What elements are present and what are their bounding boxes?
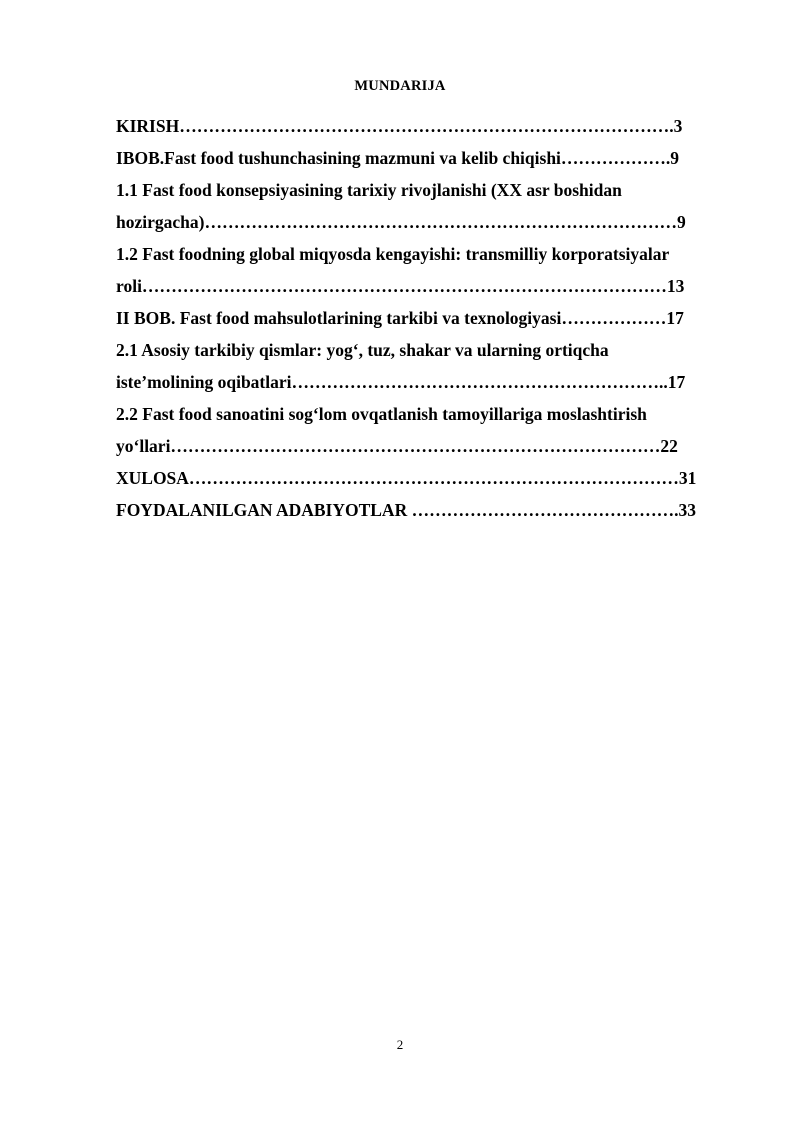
toc-entry-1-2-continued[interactable]: roli………………………………………………………………………………13 bbox=[116, 276, 685, 296]
toc-entry-2-2[interactable]: 2.2 Fast food sanoatini sog‘lom ovqatlanish tamoyillariga moslashtirish bbox=[116, 404, 647, 424]
toc-entry-1-1[interactable]: 1.1 Fast food konsepsiyasining tarixiy rivojlanishi (XX asr boshidan bbox=[116, 180, 622, 200]
toc-entry-chapter-1[interactable]: IBOB.Fast food tushunchasining mazmuni va kelib chiqishi……………….9 bbox=[116, 148, 680, 168]
toc-entry-2-2-continued[interactable]: yo‘llari…………………………………………………………………………22 bbox=[116, 436, 678, 456]
toc-entry-adabiyotlar[interactable]: FOYDALANILGAN ADABIYOTLAR ……………………………………….33 bbox=[116, 500, 696, 520]
toc-entry-2-1[interactable]: 2.1 Asosiy tarkibiy qismlar: yog‘, tuz, shakar va ularning ortiqcha bbox=[116, 340, 609, 360]
toc-entry-xulosa[interactable]: XULOSA…………………………………………………………………………31 bbox=[116, 468, 697, 488]
table-of-contents bbox=[116, 113, 736, 529]
toc-entry-kirish[interactable]: KIRISH………………………………………………………………………….3 bbox=[116, 116, 683, 136]
toc-entry-1-1-continued[interactable]: hozirgacha)………………………………………………………………………9 bbox=[116, 212, 686, 232]
toc-entry-1-2[interactable]: 1.2 Fast foodning global miqyosda kengayishi: transmilliy korporatsiyalar bbox=[116, 244, 670, 264]
page-number: 2 bbox=[396, 1037, 404, 1052]
toc-entry-2-1-continued[interactable]: iste’molining oqibatlari………………………………………………………..17 bbox=[116, 372, 686, 392]
page-title: MUNDARIJA bbox=[354, 78, 446, 94]
toc-entry-chapter-2[interactable]: II BOB. Fast food mahsulotlarining tarkibi va texnologiyasi………………17 bbox=[116, 308, 684, 328]
